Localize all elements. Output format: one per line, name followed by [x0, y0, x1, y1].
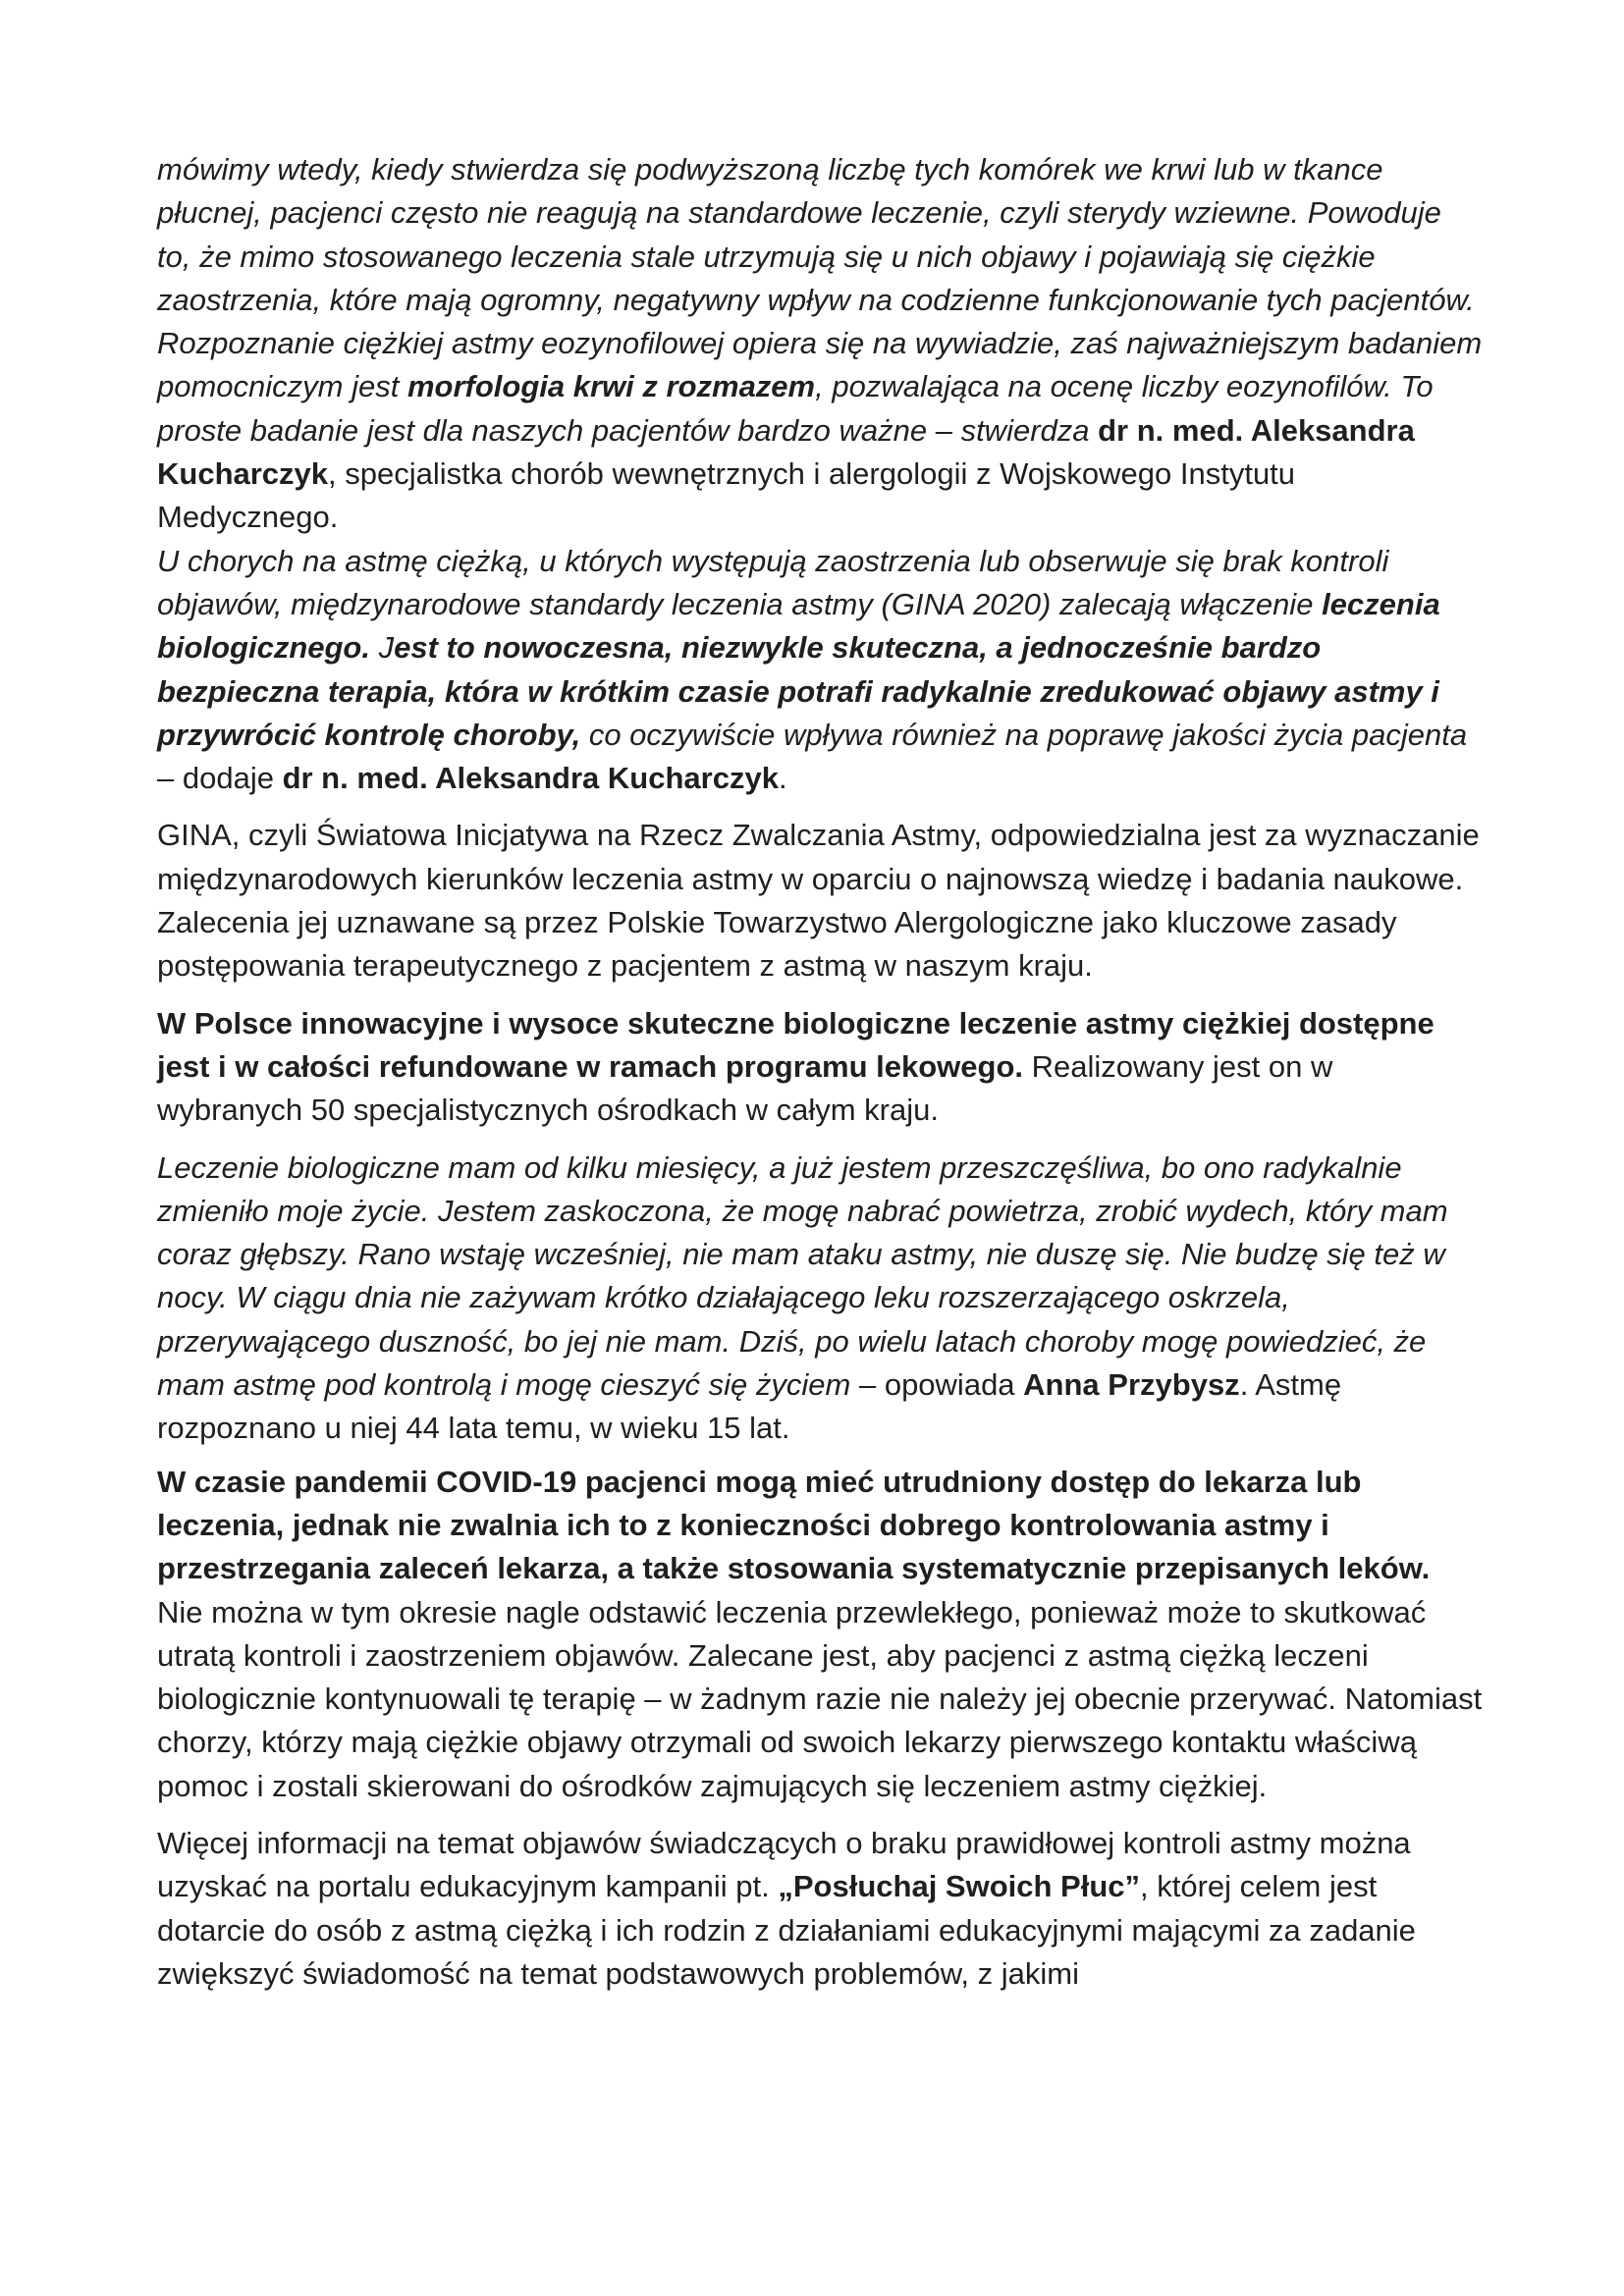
emphasis-text: morfologia krwi z rozmazem: [406, 369, 816, 404]
body-text: . Astmę rozpoznano u niej 44 lata temu, w wieku 15 lat.: [157, 1367, 1342, 1446]
paragraph-gina-recommendation: [157, 540, 1483, 801]
paragraph-quote-expert: [157, 148, 1483, 540]
body-text: Nie można w tym okresie nagle odstawić leczenia przewlekłego, ponieważ może to skutkować utratą kontroli i zaostrzeniem objawów. Zalecane jest, aby pacjenci z astmą ciężką leczeni biologicznie kontynuowali tę terapię – w żadnym razie nie należy jej obecnie przerywać. Natomiast chorzy, którzy mają ciężkie objawy otrzymali od swoich lekarzy pierwszego kontaktu właściwą pomoc i zostali skierowani do ośrodków zajmujących się leczeniem astmy ciężkiej.: [157, 1594, 1483, 1803]
expert-affiliation: , specjalistka chorób wewnętrznych i alergologii z Wojskowego Instytutu Medycznego.: [157, 456, 1296, 535]
campaign-name: „Posłuchaj Swoich Płuc”: [778, 1869, 1141, 1904]
body-text: Realizowany jest on w wybranych 50 specjalistycznych ośrodkach w całym kraju.: [157, 1048, 1333, 1128]
body-text: Więcej informacji na temat objawów świadczących o braku prawidłowej kontroli astmy można uzyskać na portalu edukacyjnym kampanii pt.: [157, 1825, 1411, 1904]
article-body: [157, 148, 1483, 1996]
paragraph-refund-program: [157, 1002, 1483, 1133]
paragraph-campaign: [157, 1822, 1483, 1996]
quote-text: , pozwalająca na ocenę liczby eozynofilów. To proste badanie jest dla naszych pacjentów bardzo ważne – stwierdza: [157, 369, 1434, 448]
paragraph-patient-quote: [157, 1147, 1483, 1451]
emphasis-text: est to nowoczesna, niezwykle skuteczna, a jednocześnie bardzo bezpieczna terapia, która w krótkim czasie potrafi radykalnie zredukować objawy astmy i przywrócić kontrolę choroby,: [157, 630, 1439, 752]
expert-name: dr n. med. Aleksandra Kucharczyk: [157, 412, 1415, 492]
emphasis-text: leczenia biologicznego.: [157, 586, 1440, 666]
quote-text: co oczywiście wpływa również na poprawę jakości życia pacjenta: [580, 717, 1468, 752]
patient-name: Anna Przybysz: [1023, 1367, 1240, 1403]
quote-text: U chorych na astmę ciężką, u których występują zaostrzenia lub obserwuje się brak kontroli objawów, międzynarodowe standardy leczenia astmy (GINA 2020) zalecają włączenie: [157, 543, 1389, 621]
quote-text: mówimy wtedy, kiedy stwierdza się podwyższoną liczbę tych komórek we krwi lub w tkance płucnej, pacjenci często nie reagują na standardowe leczenie, czyli sterydy wziewne. Powoduje to, że mimo stosowanego leczenia stale utrzymują się u nich objawy i pojawiają się ciężkie zaostrzenia, które mają ogromny, negatywny wpływ na codzienne funkcjonowanie tych pacjentów. Rozpoznanie ciężkiej astmy eozynofilowej opiera się na wywiadzie, zaś najważniejszym badaniem pomocniczym jest: [157, 152, 1483, 404]
quote-text: J: [370, 630, 395, 666]
attribution-text: – opowiada: [850, 1367, 1024, 1403]
body-text: GINA, czyli Światowa Inicjatywa na Rzecz Zwalczania Astmy, odpowiedzialna jest za wyznaczanie międzynarodowych kierunków leczenia astmy w oparciu o najnowszą wiedzę i badania naukowe. Zalecenia jej uznawane są przez Polskie Towarzystwo Alergologiczne jako kluczowe zasady postępowania terapeutycznego z pacjentem z astmą w naszym kraju.: [157, 818, 1480, 984]
emphasis-text: W czasie pandemii COVID-19 pacjenci mogą mieć utrudniony dostęp do lekarza lub leczenia, jednak nie zwalnia ich to z konieczności dobrego kontrolowania astmy i przestrzegania zaleceń lekarza, a także stosowania systematycznie przepisanych leków.: [157, 1464, 1431, 1586]
body-text: , której celem jest dotarcie do osób z astmą ciężką i ich rodzin z działaniami edukacyjnymi mającymi za zadanie zwiększyć świadomość na temat podstawowych problemów, z jakimi: [157, 1869, 1416, 1991]
paragraph-covid: [157, 1461, 1483, 1808]
attribution-text: – dodaje: [157, 761, 283, 796]
expert-name: dr n. med. Aleksandra Kucharczyk: [282, 761, 779, 796]
quote-text: Leczenie biologiczne mam od kilku miesięcy, a już jestem przeszczęśliwa, bo ono radykalnie zmieniło moje życie. Jestem zaskoczona, że mogę nabrać powietrza, zrobić wydech, który mam coraz głębszy. Rano wstaję wcześniej, nie mam ataku astmy, nie duszę się. Nie budzę się też w nocy. W ciągu dnia nie zażywam krótko działającego leku rozszerzającego oskrzela, przerywającego duszność, bo jej nie mam. Dziś, po wielu latach choroby mogę powiedzieć, że mam astmę pod kontrolą i mogę cieszyć się życiem: [157, 1149, 1448, 1403]
paragraph-gina-info: [157, 814, 1483, 988]
attribution-text: .: [778, 761, 787, 796]
emphasis-text: W Polsce innowacyjne i wysoce skuteczne biologiczne leczenie astmy ciężkiej dostępne jest i w całości refundowane w ramach programu lekowego.: [157, 1005, 1435, 1084]
